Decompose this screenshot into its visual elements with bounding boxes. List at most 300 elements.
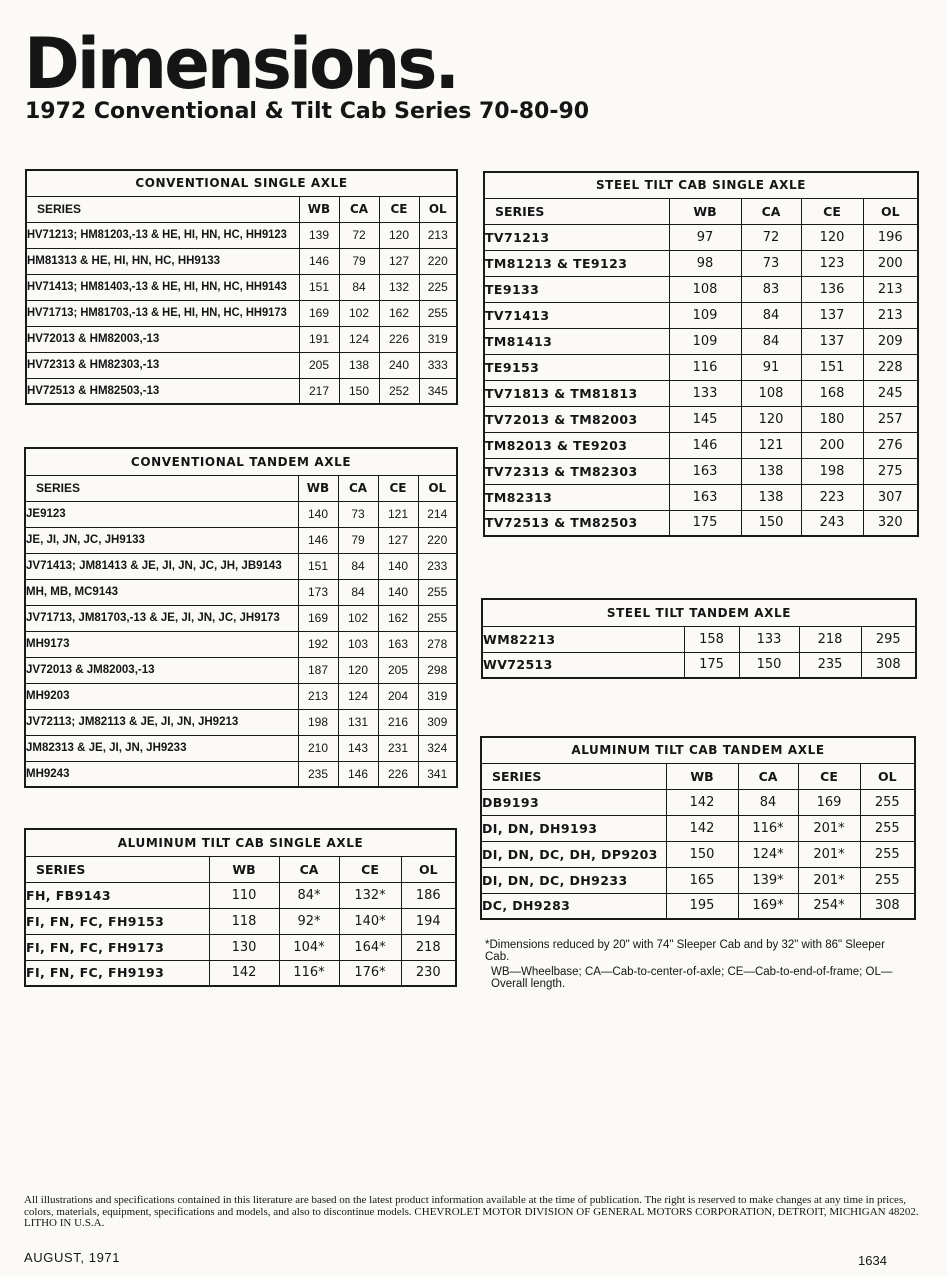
series-cell: DI, DN, DH9193 xyxy=(481,815,666,841)
column-header-ol: OL xyxy=(418,475,457,501)
wb-cell: 169 xyxy=(298,605,338,631)
wb-cell: 158 xyxy=(684,626,739,652)
ce-cell: 164* xyxy=(339,934,401,960)
ca-cell: 72 xyxy=(741,224,801,250)
table-title: ALUMINUM TILT CAB TANDEM AXLE xyxy=(481,737,915,763)
ce-cell: 162 xyxy=(378,605,418,631)
ol-cell: 233 xyxy=(418,553,457,579)
table-title: STEEL TILT CAB SINGLE AXLE xyxy=(484,172,918,198)
ca-cell: 72 xyxy=(339,222,379,248)
table-row xyxy=(26,378,457,404)
table-title-row xyxy=(481,737,915,763)
page-title: Dimensions. xyxy=(24,23,458,105)
series-cell: DI, DN, DC, DH, DP9203 xyxy=(481,841,666,867)
table-row xyxy=(26,300,457,326)
ol-cell: 307 xyxy=(863,484,918,510)
ce-cell: 140 xyxy=(378,579,418,605)
publication-date: AUGUST, 1971 xyxy=(24,1250,121,1265)
series-cell: JE9123 xyxy=(25,501,298,527)
ce-cell: 132* xyxy=(339,882,401,908)
ce-cell: 127 xyxy=(379,248,419,274)
ca-cell: 83 xyxy=(741,276,801,302)
wb-cell: 140 xyxy=(298,501,338,527)
column-header-ol: OL xyxy=(419,196,457,222)
ca-cell: 79 xyxy=(339,248,379,274)
table-row xyxy=(484,458,918,484)
column-header-ca: CA xyxy=(279,856,339,882)
ce-cell: 243 xyxy=(801,510,863,536)
ol-cell: 214 xyxy=(418,501,457,527)
table-row xyxy=(26,248,457,274)
ca-cell: 102 xyxy=(338,605,378,631)
table-row xyxy=(26,352,457,378)
column-header-series: SERIES xyxy=(25,475,298,501)
ol-cell: 255 xyxy=(418,605,457,631)
wb-cell: 97 xyxy=(669,224,741,250)
ol-cell: 308 xyxy=(861,652,916,678)
wb-cell: 145 xyxy=(669,406,741,432)
table-row xyxy=(482,626,916,652)
column-header-series: SERIES xyxy=(484,198,669,224)
ce-cell: 176* xyxy=(339,960,401,986)
series-cell: HM81313 & HE, HI, HN, HC, HH9133 xyxy=(26,248,299,274)
ce-cell: 136 xyxy=(801,276,863,302)
wb-cell: 210 xyxy=(298,735,338,761)
ca-cell: 138 xyxy=(741,484,801,510)
series-cell: TV72313 & TM82303 xyxy=(484,458,669,484)
series-cell: MH9243 xyxy=(25,761,298,787)
ol-cell: 194 xyxy=(401,908,456,934)
series-cell: TM82313 xyxy=(484,484,669,510)
ca-cell: 150 xyxy=(339,378,379,404)
column-header-ce: CE xyxy=(801,198,863,224)
series-cell: FI, FN, FC, FH9193 xyxy=(25,960,209,986)
table-row xyxy=(481,789,915,815)
ol-cell: 324 xyxy=(418,735,457,761)
table-title: STEEL TILT TANDEM AXLE xyxy=(482,599,916,626)
ce-cell: 223 xyxy=(801,484,863,510)
table-row xyxy=(481,815,915,841)
ce-cell: 198 xyxy=(801,458,863,484)
table-title-row xyxy=(25,829,456,856)
ca-cell: 73 xyxy=(338,501,378,527)
wb-cell: 146 xyxy=(298,527,338,553)
ce-cell: 140 xyxy=(378,553,418,579)
footer-disclaimer: All illustrations and specifications contained in this literature are based on the latest product information available at the time of publication. The right is reserved to make changes at any time in prices, colors, materials, equipment, specifications and models, and also to discontinue models. CHEVROLET MOTOR DIVISION OF GENERAL MOTORS CORPORATION, DETROIT, MICHIGAN 48202. LITHO IN U.S.A. xyxy=(24,1194,919,1229)
column-header-row xyxy=(25,856,456,882)
table-row xyxy=(25,501,457,527)
series-cell: FI, FN, FC, FH9173 xyxy=(25,934,209,960)
series-cell: TM81413 xyxy=(484,328,669,354)
column-header-series: SERIES xyxy=(481,763,666,789)
column-header-ce: CE xyxy=(378,475,418,501)
ce-cell: 200 xyxy=(801,432,863,458)
ol-cell: 228 xyxy=(863,354,918,380)
ca-cell: 124 xyxy=(338,683,378,709)
series-cell: HV71413; HM81403,-13 & HE, HI, HN, HC, HH9143 xyxy=(26,274,299,300)
ca-cell: 84 xyxy=(741,328,801,354)
table-row xyxy=(25,960,456,986)
ol-cell: 276 xyxy=(863,432,918,458)
wb-cell: 165 xyxy=(666,867,738,893)
column-header-wb: WB xyxy=(669,198,741,224)
table-title-row xyxy=(25,448,457,475)
wb-cell: 146 xyxy=(299,248,339,274)
series-cell: HV71213; HM81203,-13 & HE, HI, HN, HC, HH9123 xyxy=(26,222,299,248)
series-cell: TV72513 & TM82503 xyxy=(484,510,669,536)
wb-cell: 187 xyxy=(298,657,338,683)
wb-cell: 130 xyxy=(209,934,279,960)
ce-cell: 132 xyxy=(379,274,419,300)
table-row xyxy=(26,274,457,300)
steel-tilt-cab-single-axle-table xyxy=(483,171,919,537)
ca-cell: 108 xyxy=(741,380,801,406)
ce-cell: 240 xyxy=(379,352,419,378)
wb-cell: 173 xyxy=(298,579,338,605)
ce-cell: 121 xyxy=(378,501,418,527)
column-header-wb: WB xyxy=(298,475,338,501)
table-row xyxy=(484,328,918,354)
table-row xyxy=(481,867,915,893)
ol-cell: 186 xyxy=(401,882,456,908)
ca-cell: 150 xyxy=(741,510,801,536)
ol-cell: 196 xyxy=(863,224,918,250)
wb-cell: 169 xyxy=(299,300,339,326)
column-header-row xyxy=(25,475,457,501)
ce-cell: 226 xyxy=(379,326,419,352)
wb-cell: 217 xyxy=(299,378,339,404)
ce-cell: 205 xyxy=(378,657,418,683)
series-cell: FH, FB9143 xyxy=(25,882,209,908)
ca-cell: 120 xyxy=(338,657,378,683)
ol-cell: 213 xyxy=(863,302,918,328)
ol-cell: 255 xyxy=(860,841,915,867)
table-row xyxy=(484,354,918,380)
wb-cell: 175 xyxy=(669,510,741,536)
series-cell: JV71413; JM81413 & JE, JI, JN, JC, JH, JB9143 xyxy=(25,553,298,579)
series-cell: HV72513 & HM82503,-13 xyxy=(26,378,299,404)
ce-cell: 216 xyxy=(378,709,418,735)
table-row xyxy=(484,250,918,276)
wb-cell: 110 xyxy=(209,882,279,908)
series-cell: TE9133 xyxy=(484,276,669,302)
ca-cell: 143 xyxy=(338,735,378,761)
column-header-wb: WB xyxy=(209,856,279,882)
steel-tilt-tandem-axle-table xyxy=(481,598,917,679)
column-header-ce: CE xyxy=(798,763,860,789)
table-title-row xyxy=(484,172,918,198)
ol-cell: 218 xyxy=(401,934,456,960)
ce-cell: 201* xyxy=(798,867,860,893)
series-cell: JV71713, JM81703,-13 & JE, JI, JN, JC, JH9173 xyxy=(25,605,298,631)
wb-cell: 205 xyxy=(299,352,339,378)
page-number: 1634 xyxy=(858,1253,887,1268)
ol-cell: 320 xyxy=(863,510,918,536)
column-header-wb: WB xyxy=(666,763,738,789)
wb-cell: 142 xyxy=(666,815,738,841)
ol-cell: 278 xyxy=(418,631,457,657)
table-row xyxy=(25,735,457,761)
table-row xyxy=(25,709,457,735)
series-cell: DI, DN, DC, DH9233 xyxy=(481,867,666,893)
table-row xyxy=(484,380,918,406)
ca-cell: 73 xyxy=(741,250,801,276)
ol-cell: 319 xyxy=(419,326,457,352)
ca-cell: 103 xyxy=(338,631,378,657)
ol-cell: 245 xyxy=(863,380,918,406)
column-header-ca: CA xyxy=(741,198,801,224)
ol-cell: 255 xyxy=(860,789,915,815)
wb-cell: 146 xyxy=(669,432,741,458)
ca-cell: 116* xyxy=(738,815,798,841)
ol-cell: 275 xyxy=(863,458,918,484)
series-cell: MH, MB, MC9143 xyxy=(25,579,298,605)
ol-cell: 200 xyxy=(863,250,918,276)
table-row xyxy=(484,302,918,328)
series-cell: TV71213 xyxy=(484,224,669,250)
ca-cell: 104* xyxy=(279,934,339,960)
ol-cell: 341 xyxy=(418,761,457,787)
table-row xyxy=(25,579,457,605)
ce-cell: 137 xyxy=(801,328,863,354)
table-row xyxy=(25,761,457,787)
column-header-ol: OL xyxy=(863,198,918,224)
asterisk-note: *Dimensions reduced by 20" with 74" Sleeper Cab and by 32" with 86" Sleeper Cab. xyxy=(485,939,885,963)
ce-cell: 120 xyxy=(379,222,419,248)
table-row xyxy=(481,841,915,867)
ce-cell: 204 xyxy=(378,683,418,709)
ce-cell: 151 xyxy=(801,354,863,380)
ca-cell: 169* xyxy=(738,893,798,919)
column-header-ol: OL xyxy=(401,856,456,882)
series-cell: HV72013 & HM82003,-13 xyxy=(26,326,299,352)
ca-cell: 139* xyxy=(738,867,798,893)
wb-cell: 195 xyxy=(666,893,738,919)
wb-cell: 109 xyxy=(669,328,741,354)
ol-cell: 298 xyxy=(418,657,457,683)
ol-cell: 213 xyxy=(863,276,918,302)
ca-cell: 116* xyxy=(279,960,339,986)
table-row xyxy=(25,683,457,709)
series-cell: DB9193 xyxy=(481,789,666,815)
ca-cell: 133 xyxy=(739,626,799,652)
ca-cell: 92* xyxy=(279,908,339,934)
ca-cell: 84 xyxy=(338,553,378,579)
ca-cell: 146 xyxy=(338,761,378,787)
series-cell: WV72513 xyxy=(482,652,684,678)
ol-cell: 255 xyxy=(418,579,457,605)
table-title-row xyxy=(26,170,457,196)
ce-cell: 201* xyxy=(798,841,860,867)
ce-cell: 231 xyxy=(378,735,418,761)
series-cell: TV71413 xyxy=(484,302,669,328)
series-cell: TV71813 & TM81813 xyxy=(484,380,669,406)
column-header-row xyxy=(26,196,457,222)
series-cell: TM82013 & TE9203 xyxy=(484,432,669,458)
ca-cell: 138 xyxy=(339,352,379,378)
ce-cell: 218 xyxy=(799,626,861,652)
ca-cell: 79 xyxy=(338,527,378,553)
ol-cell: 209 xyxy=(863,328,918,354)
table-row xyxy=(484,432,918,458)
wb-cell: 192 xyxy=(298,631,338,657)
ce-cell: 140* xyxy=(339,908,401,934)
table-row xyxy=(484,510,918,536)
wb-cell: 213 xyxy=(298,683,338,709)
table-row xyxy=(25,882,456,908)
series-cell: TE9153 xyxy=(484,354,669,380)
table-title: CONVENTIONAL TANDEM AXLE xyxy=(25,448,457,475)
wb-cell: 142 xyxy=(666,789,738,815)
series-cell: TM81213 & TE9123 xyxy=(484,250,669,276)
ol-cell: 333 xyxy=(419,352,457,378)
wb-cell: 98 xyxy=(669,250,741,276)
ol-cell: 230 xyxy=(401,960,456,986)
ca-cell: 131 xyxy=(338,709,378,735)
ce-cell: 163 xyxy=(378,631,418,657)
series-cell: TV72013 & TM82003 xyxy=(484,406,669,432)
wb-cell: 198 xyxy=(298,709,338,735)
table-row xyxy=(25,908,456,934)
ca-cell: 84 xyxy=(738,789,798,815)
column-header-ca: CA xyxy=(339,196,379,222)
conventional-tandem-axle-table xyxy=(24,447,458,788)
table-row xyxy=(484,406,918,432)
table-row xyxy=(26,222,457,248)
aluminum-tilt-cab-tandem-axle-table xyxy=(480,736,916,920)
wb-cell: 133 xyxy=(669,380,741,406)
ce-cell: 123 xyxy=(801,250,863,276)
table-row xyxy=(481,893,915,919)
ce-cell: 252 xyxy=(379,378,419,404)
wb-cell: 151 xyxy=(299,274,339,300)
column-header-row xyxy=(484,198,918,224)
ce-cell: 127 xyxy=(378,527,418,553)
ce-cell: 254* xyxy=(798,893,860,919)
column-header-ce: CE xyxy=(339,856,401,882)
table-row xyxy=(25,553,457,579)
ce-cell: 235 xyxy=(799,652,861,678)
wb-cell: 142 xyxy=(209,960,279,986)
ce-cell: 180 xyxy=(801,406,863,432)
wb-cell: 150 xyxy=(666,841,738,867)
table-title-row xyxy=(482,599,916,626)
wb-cell: 235 xyxy=(298,761,338,787)
table-row xyxy=(484,484,918,510)
ol-cell: 225 xyxy=(419,274,457,300)
table-row xyxy=(25,527,457,553)
ol-cell: 220 xyxy=(418,527,457,553)
table-row xyxy=(484,276,918,302)
wb-cell: 151 xyxy=(298,553,338,579)
wb-cell: 163 xyxy=(669,484,741,510)
table-row xyxy=(25,657,457,683)
ce-cell: 226 xyxy=(378,761,418,787)
ce-cell: 162 xyxy=(379,300,419,326)
conventional-single-axle-table xyxy=(25,169,458,405)
wb-cell: 175 xyxy=(684,652,739,678)
wb-cell: 108 xyxy=(669,276,741,302)
series-cell: MH9173 xyxy=(25,631,298,657)
table-row xyxy=(484,224,918,250)
column-header-series: SERIES xyxy=(25,856,209,882)
ca-cell: 150 xyxy=(739,652,799,678)
table-row xyxy=(482,652,916,678)
ca-cell: 84 xyxy=(339,274,379,300)
ce-cell: 137 xyxy=(801,302,863,328)
wb-cell: 116 xyxy=(669,354,741,380)
ol-cell: 255 xyxy=(860,815,915,841)
wb-cell: 191 xyxy=(299,326,339,352)
series-cell: DC, DH9283 xyxy=(481,893,666,919)
ol-cell: 257 xyxy=(863,406,918,432)
ol-cell: 255 xyxy=(860,867,915,893)
ca-cell: 121 xyxy=(741,432,801,458)
ol-cell: 309 xyxy=(418,709,457,735)
series-cell: FI, FN, FC, FH9153 xyxy=(25,908,209,934)
aluminum-tilt-cab-single-axle-table xyxy=(24,828,457,987)
ca-cell: 84 xyxy=(338,579,378,605)
ce-cell: 201* xyxy=(798,815,860,841)
table-title: ALUMINUM TILT CAB SINGLE AXLE xyxy=(25,829,456,856)
ca-cell: 120 xyxy=(741,406,801,432)
ol-cell: 308 xyxy=(860,893,915,919)
ol-cell: 220 xyxy=(419,248,457,274)
table-row xyxy=(26,326,457,352)
table-row xyxy=(25,605,457,631)
wb-cell: 163 xyxy=(669,458,741,484)
series-cell: MH9203 xyxy=(25,683,298,709)
column-header-ce: CE xyxy=(379,196,419,222)
series-cell: JM82313 & JE, JI, JN, JH9233 xyxy=(25,735,298,761)
ol-cell: 295 xyxy=(861,626,916,652)
ca-cell: 138 xyxy=(741,458,801,484)
column-header-series: SERIES xyxy=(26,196,299,222)
abbreviation-legend: WB—Wheelbase; CA—Cab-to-center-of-axle; CE—Cab-to-end-of-frame; OL—Overall length. xyxy=(491,966,893,990)
column-header-ol: OL xyxy=(860,763,915,789)
column-header-ca: CA xyxy=(338,475,378,501)
page-subtitle: 1972 Conventional & Tilt Cab Series 70-80-90 xyxy=(25,99,590,124)
ca-cell: 124 xyxy=(339,326,379,352)
wb-cell: 109 xyxy=(669,302,741,328)
ce-cell: 120 xyxy=(801,224,863,250)
column-header-ca: CA xyxy=(738,763,798,789)
column-header-row xyxy=(481,763,915,789)
ol-cell: 345 xyxy=(419,378,457,404)
table-row xyxy=(25,934,456,960)
table-title: CONVENTIONAL SINGLE AXLE xyxy=(26,170,457,196)
ca-cell: 102 xyxy=(339,300,379,326)
ca-cell: 124* xyxy=(738,841,798,867)
series-cell: JV72113; JM82113 & JE, JI, JN, JH9213 xyxy=(25,709,298,735)
ce-cell: 168 xyxy=(801,380,863,406)
column-header-wb: WB xyxy=(299,196,339,222)
ca-cell: 91 xyxy=(741,354,801,380)
series-cell: HV71713; HM81703,-13 & HE, HI, HN, HC, HH9173 xyxy=(26,300,299,326)
ol-cell: 213 xyxy=(419,222,457,248)
series-cell: JV72013 & JM82003,-13 xyxy=(25,657,298,683)
series-cell: JE, JI, JN, JC, JH9133 xyxy=(25,527,298,553)
ce-cell: 169 xyxy=(798,789,860,815)
series-cell: WM82213 xyxy=(482,626,684,652)
ol-cell: 319 xyxy=(418,683,457,709)
ca-cell: 84 xyxy=(741,302,801,328)
wb-cell: 118 xyxy=(209,908,279,934)
table-row xyxy=(25,631,457,657)
series-cell: HV72313 & HM82303,-13 xyxy=(26,352,299,378)
wb-cell: 139 xyxy=(299,222,339,248)
ol-cell: 255 xyxy=(419,300,457,326)
